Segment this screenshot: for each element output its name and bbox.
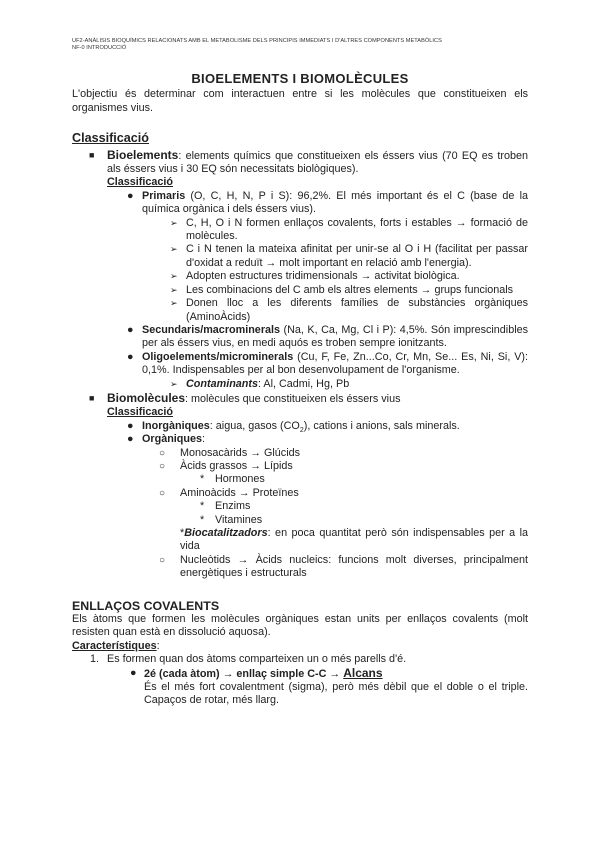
- term-alcans: Alcans: [343, 665, 383, 680]
- list-item-enllac-simple: [72, 667, 528, 681]
- primaris-point-text: C, H, O i N formen enllaços covalents, forts i estables → formació de molècules.: [186, 216, 528, 243]
- running-header: [72, 38, 542, 52]
- dot-bullet-icon: ●: [127, 189, 134, 202]
- primaris-point-text: C i N tenen la mateixa afinitat per unir-se al O i H (facilitat per passar d'oxidat a reduït → molt important en relació amb l'energia).: [186, 243, 528, 269]
- caracteristiques-colon: :: [156, 639, 160, 652]
- list-item-primaris-point: [72, 284, 528, 297]
- enllac-simple-lead: 2é (cada àtom) → enllaç simple C-C →: [144, 667, 344, 680]
- list-item-bioelements: [72, 149, 528, 177]
- organiques-colon: :: [202, 433, 205, 446]
- dot-bullet-icon: ●: [127, 323, 134, 336]
- arrowhead-bullet-icon: ➢: [170, 271, 178, 282]
- arrowhead-bullet-icon: ➢: [170, 378, 178, 389]
- list-item-vitamines: [72, 514, 528, 527]
- list-item-inorganiques: [72, 420, 528, 433]
- term-bioelements: Bioelements: [107, 147, 179, 162]
- list-item-enzims: [72, 500, 528, 513]
- inorganiques-text-end: ), cations i anions, sals minerals.: [303, 419, 460, 432]
- arrowhead-bullet-icon: ➢: [170, 217, 178, 228]
- numbered-item-1: [72, 653, 528, 666]
- oligoelements-text: (Cu, F, Fe, Zn...Co, Cr, Mn, Se... Es, Ni, Si, V): 0,1%. Indispensables per al bon desenvolupament de l'organisme.: [142, 350, 528, 377]
- bioelements-definition: : elements químics que constitueixen els éssers vius (70 EQ es troben als éssers vius i 30 EQ són necessitats biològiques).: [107, 149, 528, 176]
- square-bullet-icon: ■: [89, 392, 95, 403]
- circle-bullet-icon: ○: [159, 487, 166, 499]
- circle-bullet-icon: ○: [159, 554, 166, 566]
- list-item-hormones: [72, 473, 528, 486]
- primaris-point-text: Donen lloc a les diferents famílies de substàncies orgàniques (AminoÀcids): [186, 297, 528, 323]
- list-item-primaris-point: [72, 270, 528, 283]
- circle-bullet-icon: ○: [159, 460, 166, 472]
- nucleotids-text: Nucleòtids → Àcids nucleics: funcions molt diverses, principalment energètiques i estructurals: [180, 553, 528, 580]
- list-item-primaris-point: [72, 297, 528, 324]
- page-title: BIOELEMENTS I BIOMOLÈCULES: [191, 71, 409, 86]
- term-organiques: Orgàniques: [142, 433, 202, 446]
- arrowhead-bullet-icon: ➢: [170, 298, 178, 309]
- section-heading-enllacos: ENLLAÇOS COVALENTS: [72, 598, 220, 613]
- numbered-item-text: Es formen quan dos àtoms comparteixen un o més parells d'é.: [107, 653, 407, 666]
- aminoacids-text: Aminoàcids → Proteïnes: [180, 486, 299, 499]
- term-contaminants: Contaminants: [186, 377, 258, 390]
- subheading-classificacio-bioelements: Classificació: [107, 176, 174, 189]
- acids-grassos-text: Àcids grassos → Lípids: [180, 459, 293, 472]
- list-item-primaris-point: [72, 217, 528, 244]
- asterisk-bullet-icon: *: [200, 473, 205, 486]
- note-asterisk: *: [180, 527, 185, 539]
- primaris-point-text: Les combinacions del C amb els altres elements → grups funcionals: [186, 283, 514, 296]
- document-body: [72, 72, 528, 708]
- list-item-organiques: [72, 433, 528, 446]
- item-number: 1.: [90, 653, 100, 666]
- hormones-text: Hormones: [215, 473, 265, 486]
- term-oligoelements: Oligoelements/microminerals: [142, 350, 294, 363]
- dot-bullet-icon: ●: [127, 433, 134, 446]
- arrowhead-bullet-icon: ➢: [170, 244, 178, 255]
- enllacos-intro: Els àtoms que formen les molècules orgàniques estan units per enllaços covalents (molt resisten quan està en dissolució aquosa).: [72, 613, 528, 639]
- list-item-acids-grassos: [72, 460, 528, 473]
- list-item-oligoelements: [72, 351, 528, 378]
- list-item-secundaris: [72, 324, 528, 351]
- section-heading-classificacio: Classificació: [72, 131, 150, 146]
- term-biocatalitzadors: Biocatalitzadors: [184, 527, 268, 539]
- co2-subscript: 2: [299, 426, 304, 434]
- vitamines-text: Vitamines: [215, 513, 263, 526]
- list-item-aminoacids: [72, 487, 528, 500]
- intro-paragraph: L'objectiu és determinar com interactuen entre si les molècules que constitueixen els organismes vius.: [72, 88, 528, 114]
- header-course-line: UF2-ANÀLISIS BIOQUÍMICS RELACIONATS AMB EL METABOLISME DELS PRINCIPIS IMMEDIATS I D'ALTRES COMPONENTS METABÒLICS: [72, 38, 442, 44]
- arrowhead-bullet-icon: ➢: [170, 284, 178, 295]
- secundaris-text: (Na, K, Ca, Mg, Cl i P): 4,5%. Són imprescindibles per als éssers vius, en medi aquós es troben sempre ionitzants.: [142, 323, 528, 350]
- enzims-text: Enzims: [215, 500, 251, 513]
- list-item-primaris-point: [72, 243, 528, 270]
- header-unit-line: NF-0 INTRODUCCIÓ: [72, 45, 127, 52]
- square-bullet-icon: ■: [89, 149, 95, 160]
- list-item-monosacarids: [72, 447, 528, 460]
- dot-bullet-icon: ●: [130, 666, 137, 679]
- term-primaris: Primaris: [142, 189, 186, 202]
- list-item-primaris: [72, 190, 528, 217]
- primaris-text: (O, C, H, N, P i S): 96,2%. El més important és el C (base de la química orgànica i dels éssers vius).: [142, 189, 528, 216]
- dot-bullet-icon: ●: [127, 419, 134, 432]
- caracteristiques-label: Característiques: [72, 639, 157, 652]
- term-biomolecules: Biomolècules: [107, 390, 186, 405]
- term-inorganiques: Inorgàniques: [142, 419, 210, 432]
- enllac-simple-description: És el més fort covalentment (sigma), però més dèbil que el doble o el triple. Capaços de rotar, més llarg.: [144, 681, 528, 707]
- inorganiques-text: : aigua, gasos (CO: [209, 419, 300, 432]
- list-item-nucleotids: [72, 554, 528, 581]
- asterisk-bullet-icon: *: [200, 513, 205, 526]
- asterisk-bullet-icon: *: [200, 500, 205, 513]
- monosacarids-text: Monosacàrids → Glúcids: [180, 446, 301, 459]
- biomolecules-definition: : molècules que constitueixen els éssers vius: [185, 392, 401, 405]
- list-item-biomolecules: [72, 392, 528, 406]
- biocatalitzadors-note: [72, 527, 528, 554]
- subheading-classificacio-biomolecules: Classificació: [107, 406, 174, 419]
- dot-bullet-icon: ●: [127, 350, 134, 363]
- circle-bullet-icon: ○: [159, 447, 166, 459]
- primaris-point-text: Adopten estructures tridimensionals → activitat biològica.: [186, 270, 460, 283]
- biocatalitzadors-text: : en poca quantitat però són indispensables per a la vida: [180, 527, 528, 553]
- term-secundaris: Secundaris/macrominerals: [142, 323, 281, 336]
- caracteristiques-heading: [72, 640, 528, 653]
- contaminants-text: : Al, Cadmi, Hg, Pb: [257, 377, 350, 390]
- list-item-contaminants: [72, 378, 528, 391]
